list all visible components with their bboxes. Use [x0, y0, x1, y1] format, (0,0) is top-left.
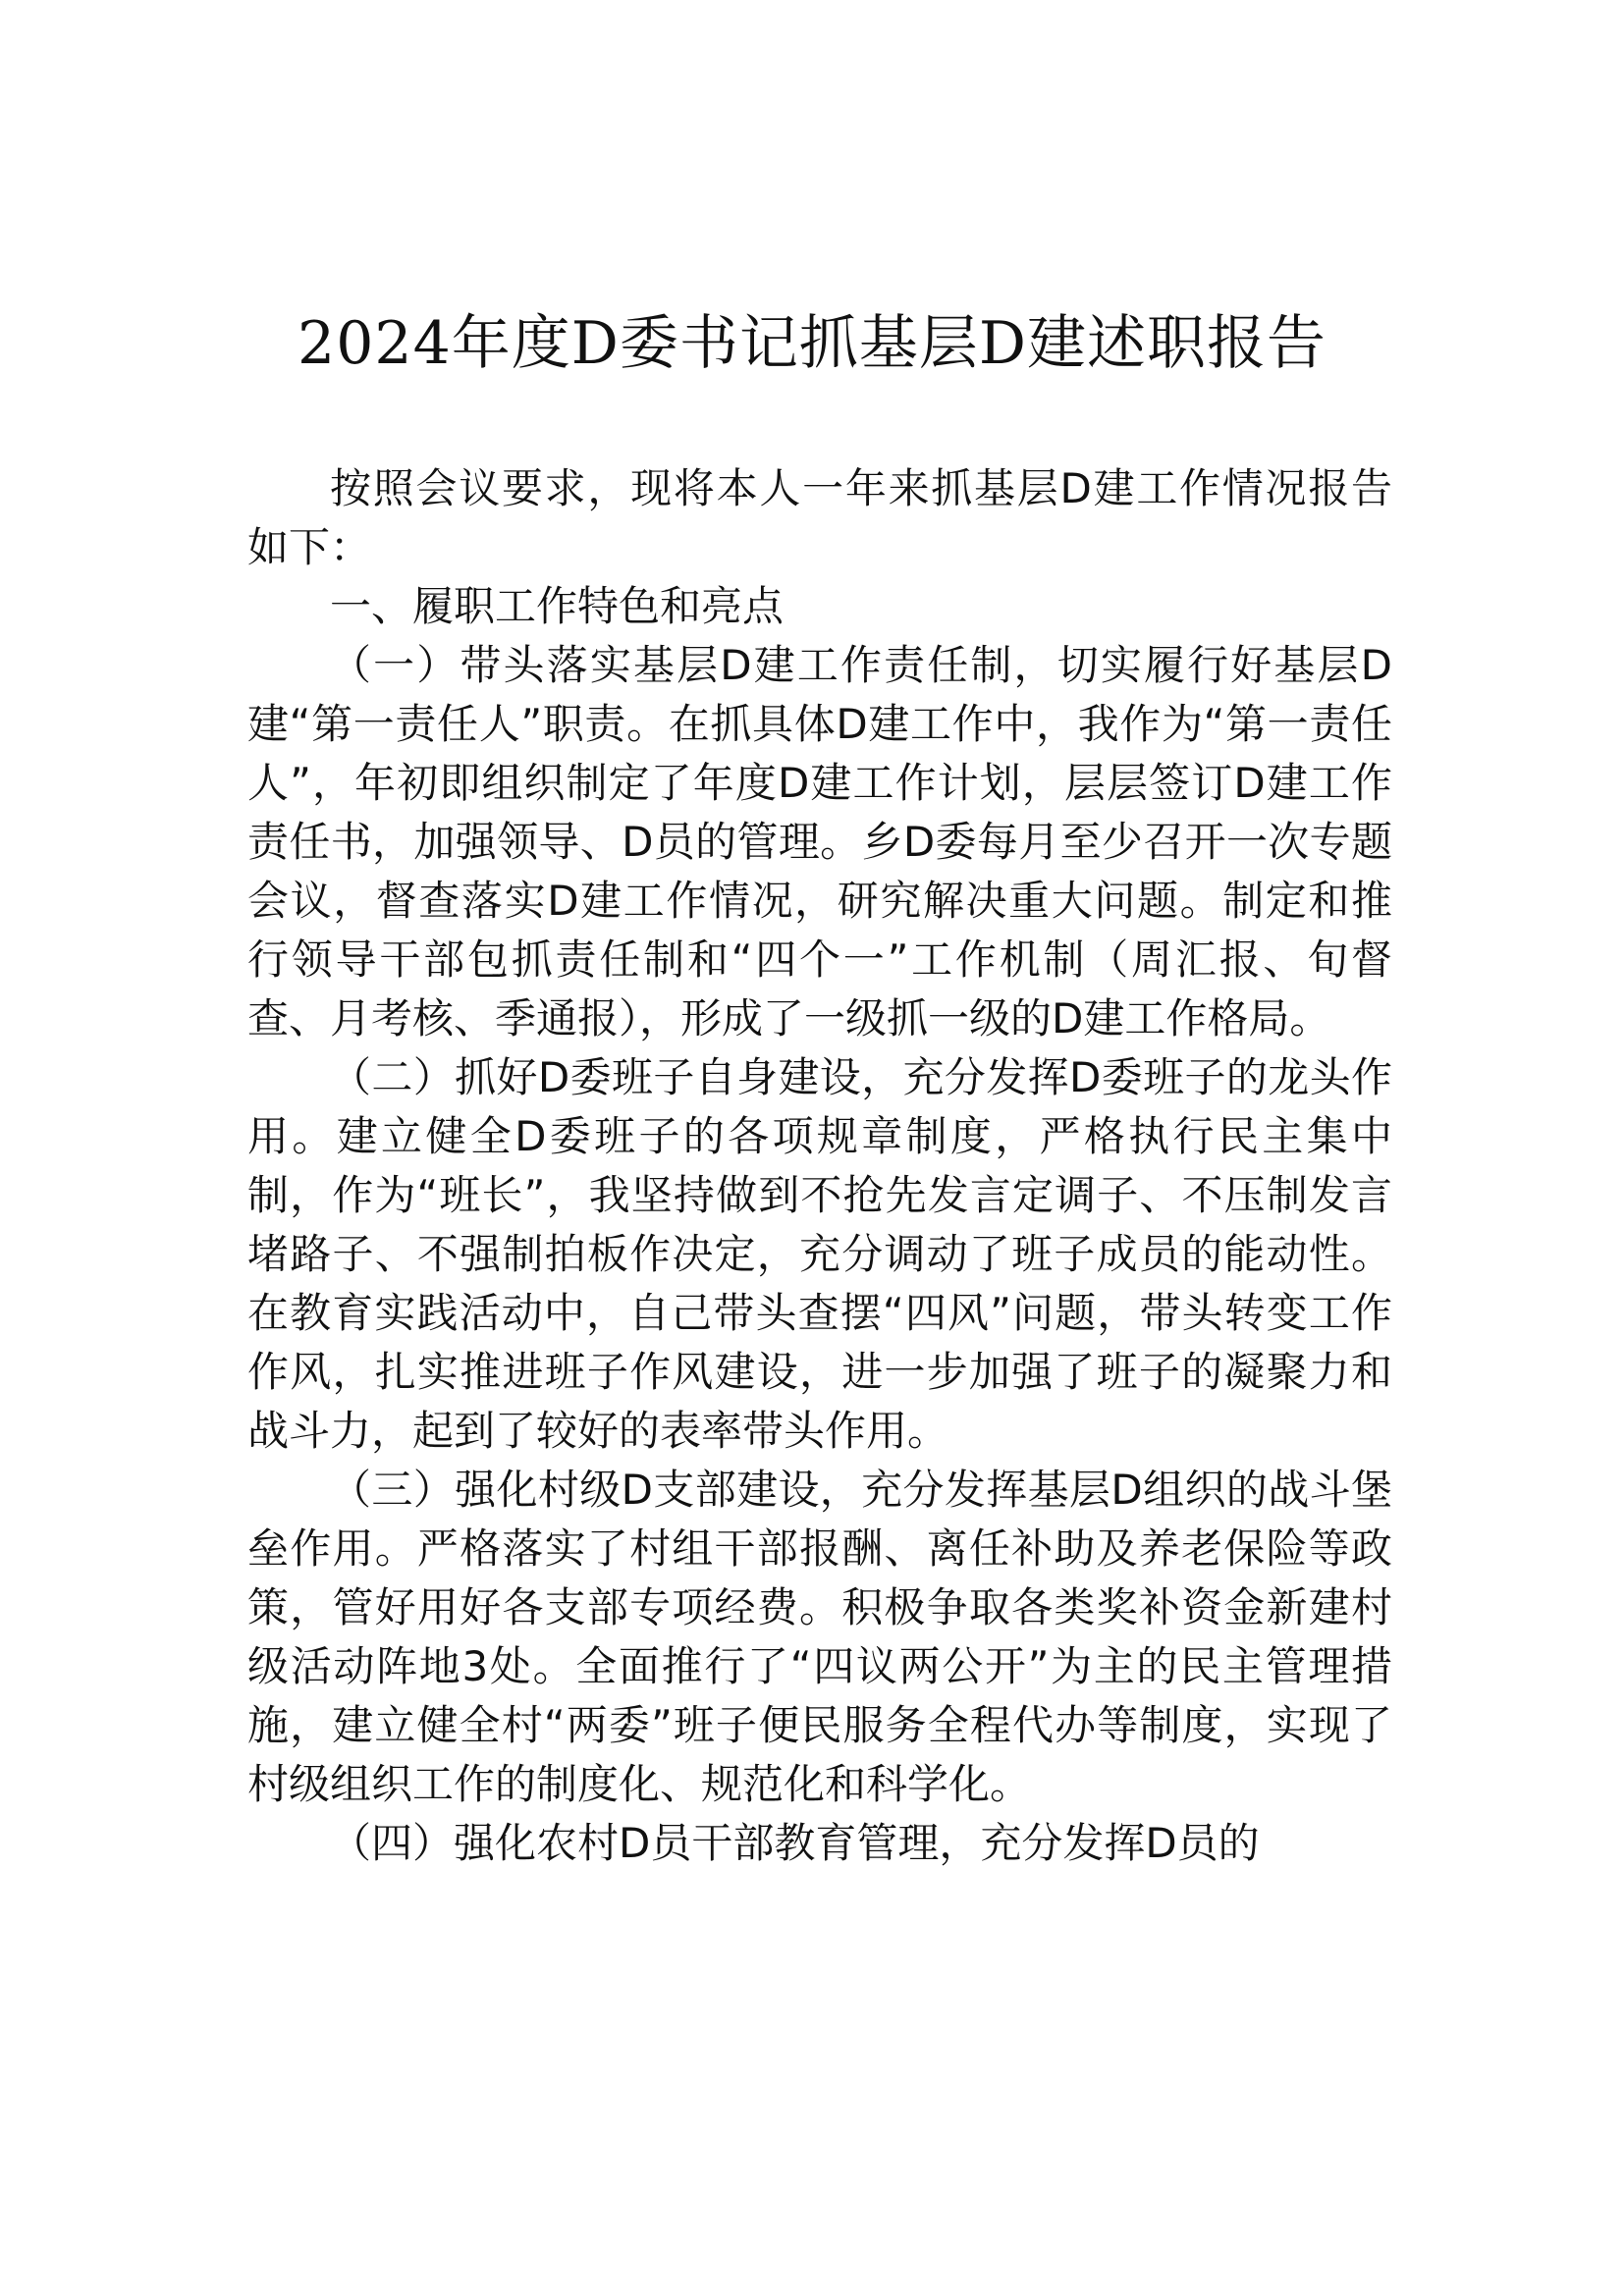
paragraph-4: （四）强化农村D员干部教育管理，充分发挥D员的: [330, 1819, 1260, 1867]
paragraph-2: （二）抓好D委班子自身建设，充分发挥D委班子的龙头作用。建立健全D委班子的各项规章制度，严格执行民主集中制，作为“班长”，我坚持做到不抢先发言定调子、不压制发言堵路子、不强制拍板作决定，充分调动了班子成员的能动性。在教育实践活动中，自己带头查摆“四风”问题，带头转变工作作风，扎实推进班子作风建设，进一步加强了班子的凝聚力和战斗力，起到了较好的表率带头作用。: [247, 1053, 1392, 1455]
paragraph-1: （一）带头落实基层D建工作责任制，切实履行好基层D建“第一责任人”职责。在抓具体D建工作中，我作为“第一责任人”，年初即组织制定了年度D建工作计划，层层签订D建工作责任书，加强领导、D员的管理。乡D委每月至少召开一次专题会议，督查落实D建工作情况，研究解决重大问题。制定和推行领导干部包抓责任制和“四个一”工作机制（周汇报、旬督查、月考核、季通报），形成了一级抓一级的D建工作格局。: [247, 641, 1392, 1042]
document-body: [247, 459, 1392, 1873]
document-title: 2024年度D委书记抓基层D建述职报告: [298, 309, 1326, 378]
section-heading: 一、履职工作特色和亮点: [330, 582, 785, 630]
intro-paragraph: 按照会议要求，现将本人一年来抓基层D建工作情况报告如下：: [247, 464, 1392, 571]
paragraph-3: （三）强化村级D支部建设，充分发挥基层D组织的战斗堡垒作用。严格落实了村组干部报酬、离任补助及养老保险等政策，管好用好各支部专项经费。积极争取各类奖补资金新建村级活动阵地3处。全面推行了“四议两公开”为主的民主管理措施，建立健全村“两委”班子便民服务全程代办等制度，实现了村级组织工作的制度化、规范化和科学化。: [247, 1466, 1392, 1808]
